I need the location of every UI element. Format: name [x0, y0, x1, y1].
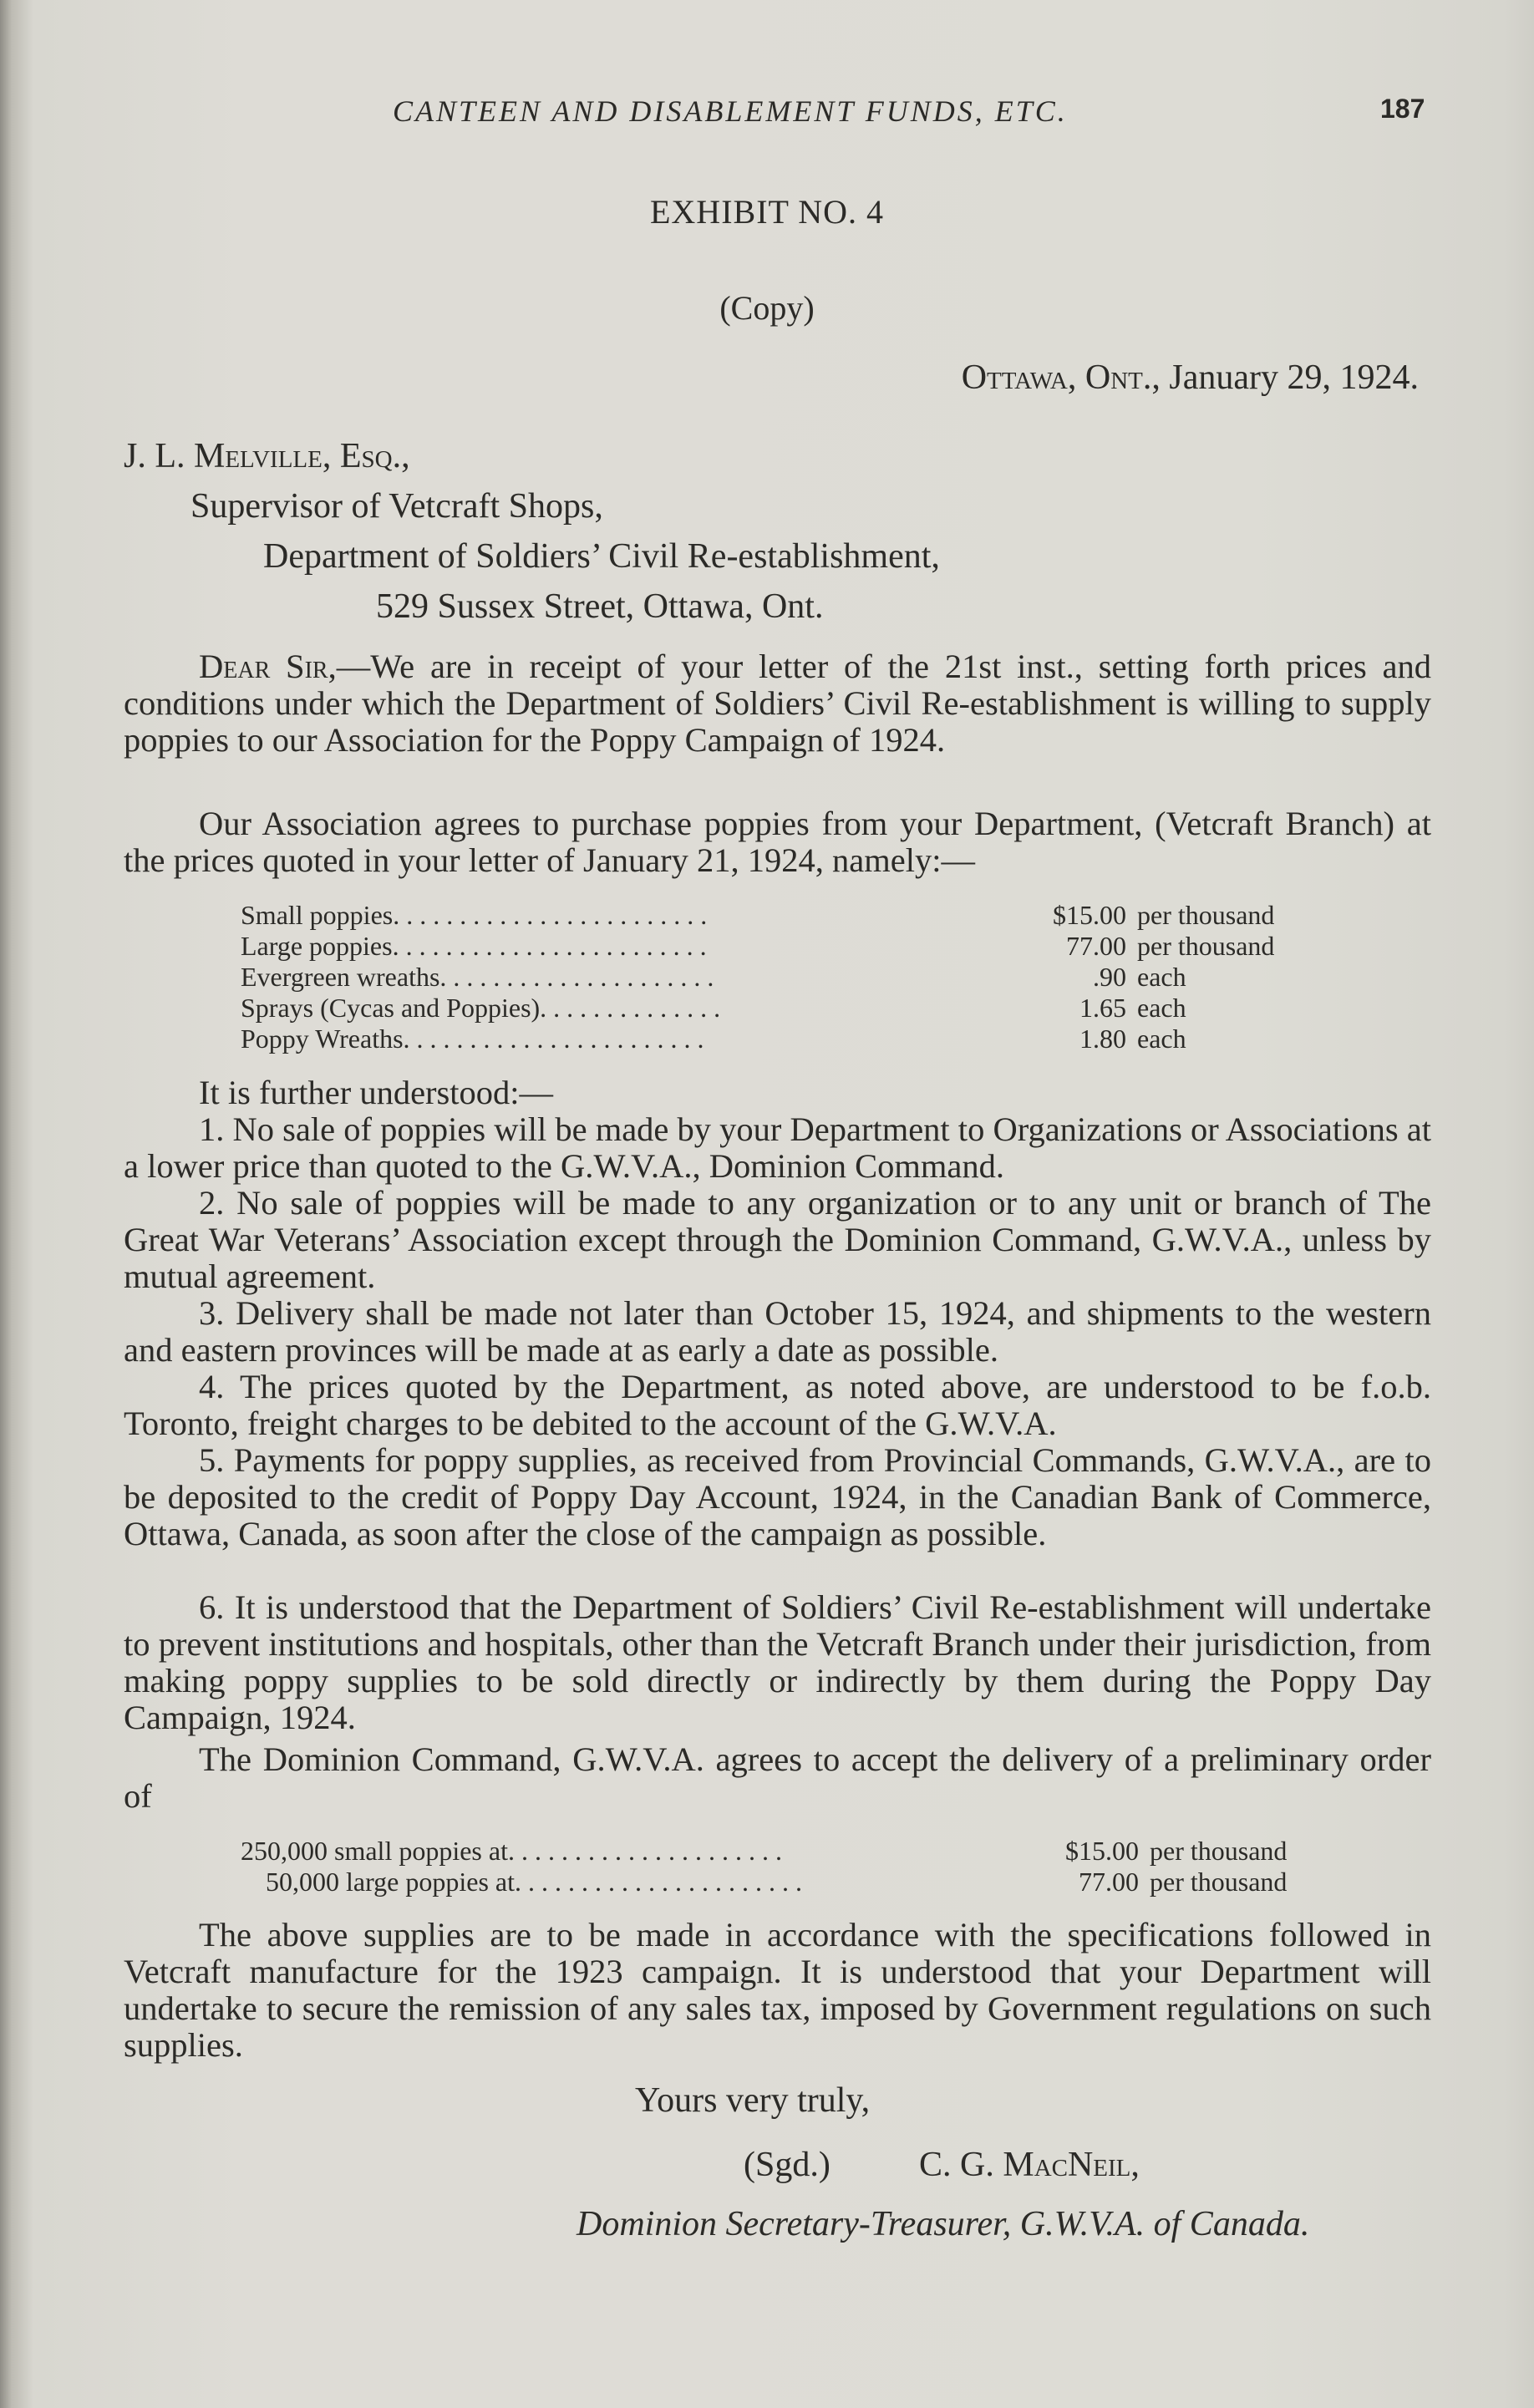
price-value: 77.00: [1066, 931, 1126, 961]
price-item: Evergreen wreaths. . . . . . . . . . . . . . . . . . . . .: [241, 962, 714, 992]
signature-title: Dominion Secretary-Treasurer, G.W.V.A. of Canada.: [577, 2205, 1310, 2243]
price-unit: each: [1137, 993, 1186, 1023]
price-unit: each: [1137, 1024, 1186, 1054]
price-row: [241, 962, 1327, 993]
condition-6: 6. It is understood that the Department of Soldiers’ Civil Re-establishment will undertake to prevent institutions and hospitals, other than the Vetcraft Branch under their jurisdiction, from making poppy supplies to be sold directly or indirectly by them during the Poppy Day Campaign, 1924.: [124, 1588, 1431, 1736]
price-row: [241, 931, 1327, 962]
paragraph-1: [124, 648, 1431, 759]
price-unit: per thousand: [1137, 931, 1275, 961]
addressee-name: J. L. Melville, Esq.,: [124, 437, 410, 475]
further-understood: It is further understood:—: [199, 1074, 554, 1111]
order-list: [241, 1836, 1327, 1897]
price-item: Poppy Wreaths. . . . . . . . . . . . . . . . . . . . . . .: [241, 1024, 704, 1054]
dateline-date: January 29, 1924.: [1169, 358, 1419, 397]
condition-3: 3. Delivery shall be made not later than October 15, 1924, and shipments to the western and eastern provinces will be made at as early a date as possible.: [124, 1294, 1431, 1369]
order-price: 77.00: [1079, 1867, 1139, 1897]
price-item: Large poppies. . . . . . . . . . . . . . . . . . . . . . . .: [241, 931, 707, 961]
condition-4: 4. The prices quoted by the Department, as noted above, are understood to be f.o.b. Toronto, freight charges to be debited to the account of the G.W.V.A.: [124, 1368, 1431, 1442]
running-head: CANTEEN AND DISABLEMENT FUNDS, ETC.: [393, 94, 1068, 128]
price-row: [241, 900, 1327, 931]
price-list: [241, 900, 1327, 1054]
price-value: .90: [1093, 962, 1126, 992]
addressee-line-4: 529 Sussex Street, Ottawa, Ont.: [376, 587, 824, 626]
signature-name: C. G. MacNeil,: [919, 2146, 1140, 2184]
price-row: [241, 1024, 1327, 1054]
order-row: [241, 1867, 1327, 1897]
order-unit: per thousand: [1150, 1867, 1288, 1897]
page-number: 187: [1380, 94, 1425, 124]
order-item: 50,000 large poppies at. . . . . . . . . . . . . . . . . . . . . .: [266, 1867, 803, 1897]
complimentary-close: Yours very truly,: [635, 2081, 871, 2120]
dateline-place: Ottawa, Ont.,: [961, 358, 1161, 397]
paragraph-2: Our Association agrees to purchase poppies from your Department, (Vetcraft Branch) at the prices quoted in your letter of January 21, 1924, namely:—: [124, 805, 1431, 879]
price-item: Sprays (Cycas and Poppies). . . . . . . . . . . . . .: [241, 993, 721, 1023]
condition-1: 1. No sale of poppies will be made by your Department to Organizations or Associations at a lower price than quoted to the G.W.V.A., Dominion Command.: [124, 1110, 1431, 1185]
price-row: [241, 993, 1327, 1024]
price-unit: each: [1137, 962, 1186, 992]
price-value: $15.00: [1053, 900, 1126, 930]
order-row: [241, 1836, 1327, 1867]
order-price: $15.00: [1065, 1836, 1139, 1866]
closing-paragraph: The above supplies are to be made in accordance with the specifications followed in Vetcraft manufacture for the 1923 campaign. It is understood that your Department will undertake to secure the remission of any sales tax, imposed by Government regulations on such supplies.: [124, 1916, 1431, 2064]
copy-note: (Copy): [719, 289, 815, 327]
addressee-line-2: Supervisor of Vetcraft Shops,: [190, 487, 603, 526]
price-unit: per thousand: [1137, 900, 1275, 930]
addressee-line-3: Department of Soldiers’ Civil Re-establishment,: [263, 537, 940, 576]
dateline: [962, 358, 1419, 398]
order-item: 250,000 small poppies at. . . . . . . . . . . . . . . . . . . . .: [241, 1836, 782, 1866]
exhibit-title: EXHIBIT NO. 4: [649, 193, 884, 231]
price-item: Small poppies. . . . . . . . . . . . . . . . . . . . . . . .: [241, 900, 708, 930]
price-value: 1.80: [1079, 1024, 1126, 1054]
condition-2: 2. No sale of poppies will be made to any organization or to any unit or branch of The Great War Veterans’ Association except through the Dominion Command, G.W.V.A., unless by mutual agreement.: [124, 1184, 1431, 1295]
order-unit: per thousand: [1150, 1836, 1288, 1866]
condition-5: 5. Payments for poppy supplies, as received from Provincial Commands, G.W.V.A., are to be deposited to the credit of Poppy Day Account, 1924, in the Canadian Bank of Commerce, Ottawa, Canada, as soon after the close of the campaign as possible.: [124, 1441, 1431, 1552]
paragraph-1-text: —We are in receipt of your letter of the 21st inst., setting forth prices and conditions under which the Department of Soldiers’ Civil Re-establishment is willing to supply poppies to our Association for the Poppy Campaign of 1924.: [124, 648, 1431, 759]
price-value: 1.65: [1079, 993, 1126, 1023]
signature-sgd: (Sgd.): [744, 2146, 830, 2184]
preliminary-order: The Dominion Command, G.W.V.A. agrees to accept the delivery of a preliminary order of: [124, 1740, 1431, 1815]
salutation: Dear Sir,: [199, 648, 337, 685]
